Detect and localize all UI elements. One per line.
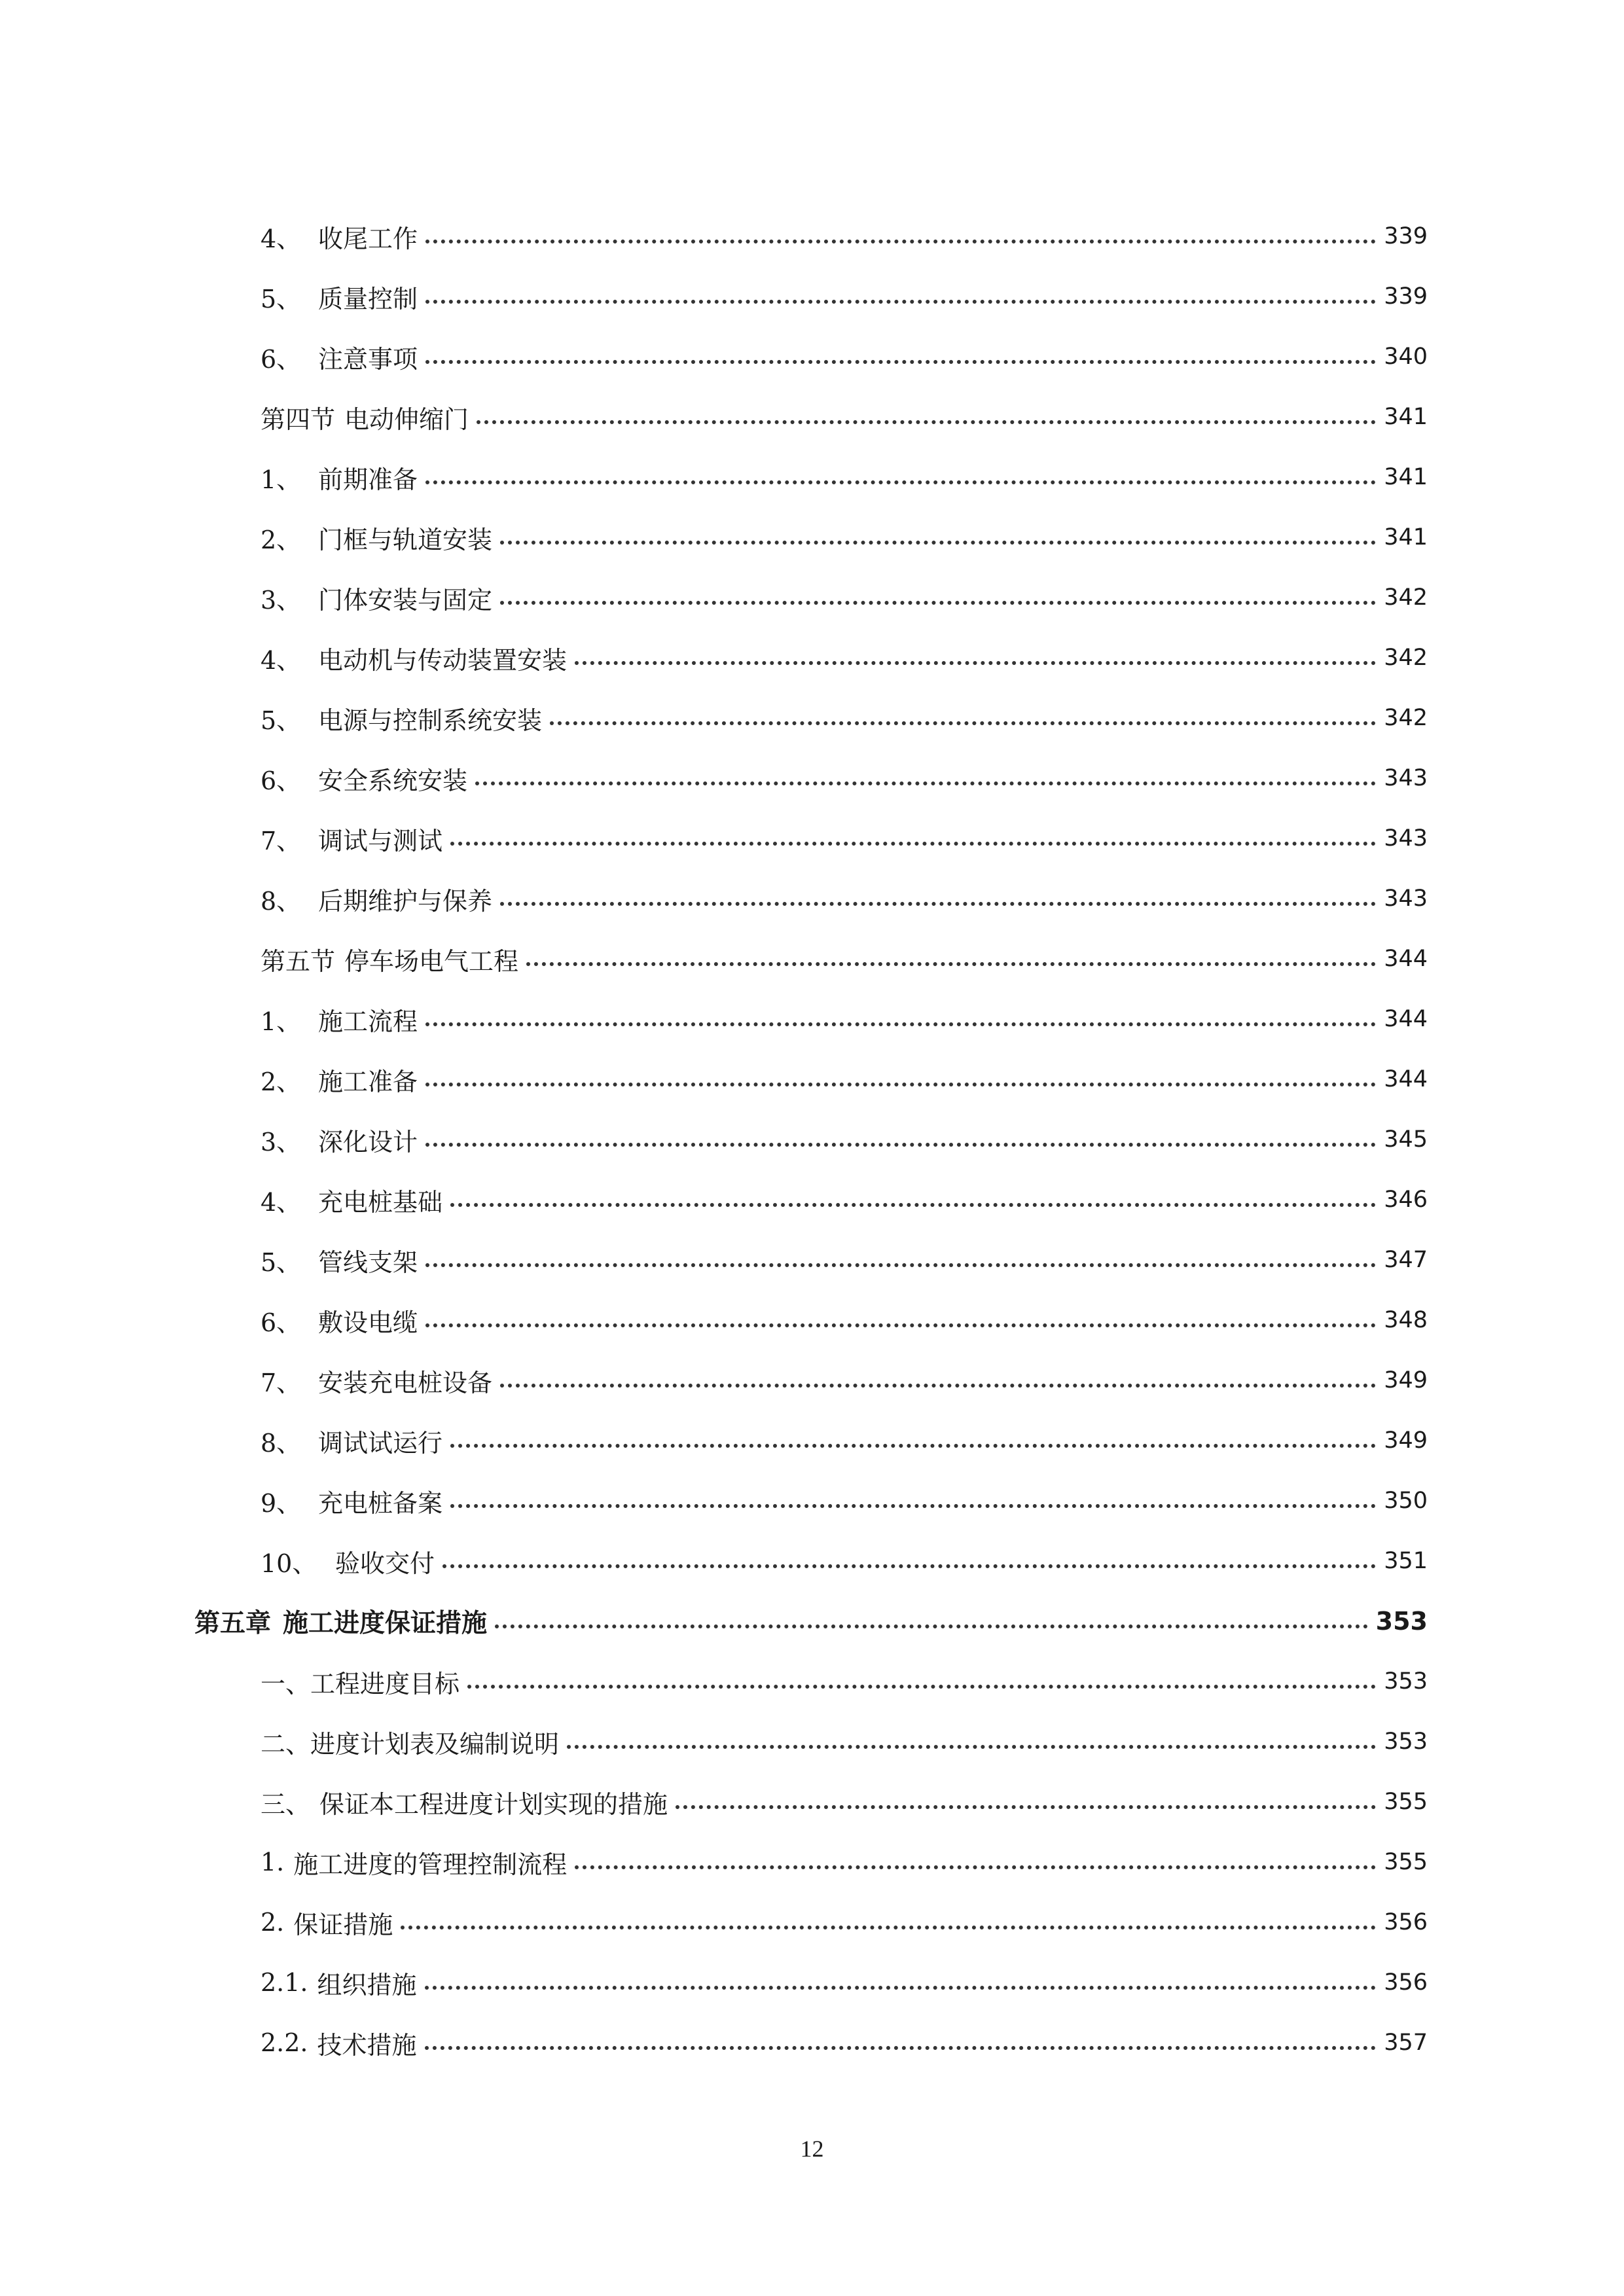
toc-entry[interactable] (0, 688, 1624, 748)
dot-leader (425, 480, 1376, 484)
dot-leader (500, 1384, 1376, 1388)
toc-entry-title: 一、工程进度目标 (261, 1669, 460, 1698)
toc-entry-number: 5、 (261, 706, 302, 735)
toc-entry-title: 组织措施 (317, 1970, 417, 2000)
dot-leader (425, 300, 1376, 304)
toc-entry-number: 三、 (261, 1789, 311, 1819)
toc-entry-page: 346 (1384, 1187, 1428, 1213)
toc-entry-title: 收尾工作 (318, 224, 418, 253)
toc-entry-page: 347 (1384, 1247, 1428, 1273)
toc-entry-page: 349 (1384, 1427, 1428, 1454)
dot-leader (450, 1203, 1376, 1207)
toc-entry-number: 10、 (261, 1549, 317, 1578)
toc-entry-page: 356 (1384, 1969, 1428, 1996)
toc-entry-page: 350 (1384, 1488, 1428, 1514)
toc-entry-number: 5、 (261, 284, 302, 314)
toc-entry[interactable] (0, 1290, 1624, 1350)
toc-entry[interactable] (0, 567, 1624, 628)
toc-entry-page: 343 (1384, 765, 1428, 791)
dot-leader (676, 1805, 1376, 1809)
toc-entry-title: 电动机与传动装置安装 (318, 645, 568, 675)
toc-entry-number: 6、 (261, 344, 302, 374)
toc-entry-number: 8、 (261, 886, 302, 916)
toc-entry-title: 敷设电缆 (318, 1308, 418, 1337)
toc-entry-page: 342 (1384, 584, 1428, 611)
toc-entry[interactable] (0, 1651, 1624, 1712)
toc-entry-page: 353 (1384, 1729, 1428, 1755)
dot-leader (500, 601, 1376, 605)
toc-entry[interactable] (0, 1531, 1624, 1591)
dot-leader (567, 1745, 1376, 1749)
toc-entry-title: 管线支架 (318, 1247, 418, 1277)
toc-entry[interactable] (0, 1892, 1624, 1952)
toc-entry-page: 351 (1384, 1548, 1428, 1574)
dot-leader (575, 1865, 1376, 1869)
toc-entry-title: 电动伸缩门 (344, 404, 469, 434)
toc-entry-page: 357 (1384, 2030, 1428, 2056)
dot-leader (550, 721, 1376, 725)
table-of-contents (0, 206, 1624, 2073)
toc-entry-page: 355 (1384, 1789, 1428, 1815)
toc-entry-page: 348 (1384, 1307, 1428, 1333)
dot-leader (526, 962, 1376, 966)
toc-entry-number: 第五章 (194, 1609, 272, 1638)
page-number: 12 (800, 2136, 824, 2162)
toc-entry-title: 注意事项 (318, 344, 418, 374)
toc-entry-number: 2、 (261, 525, 302, 554)
toc-entry-page: 341 (1384, 524, 1428, 550)
toc-entry-title: 二、进度计划表及编制说明 (261, 1729, 560, 1759)
dot-leader (450, 842, 1376, 846)
toc-entry[interactable] (0, 869, 1624, 929)
toc-entry-title: 施工准备 (318, 1067, 418, 1096)
toc-entry-page: 355 (1384, 1849, 1428, 1875)
dot-leader (477, 420, 1376, 424)
toc-entry-number: 2.1. (261, 1968, 308, 1997)
dot-leader (475, 781, 1376, 785)
toc-entry-number: 第五节 (261, 946, 336, 976)
toc-entry-title: 门体安装与固定 (318, 585, 493, 615)
toc-entry-number: 3、 (261, 1127, 302, 1157)
toc-entry[interactable] (0, 808, 1624, 869)
toc-entry-number: 2.2. (261, 2028, 308, 2057)
dot-leader (401, 1926, 1376, 1929)
dot-leader (425, 1083, 1376, 1086)
toc-entry[interactable] (0, 507, 1624, 567)
toc-entry-title: 充电桩备案 (318, 1488, 443, 1518)
toc-entry[interactable] (0, 1591, 1624, 1651)
dot-leader (467, 1685, 1376, 1689)
toc-entry[interactable] (0, 387, 1624, 447)
toc-entry-number: 5、 (261, 1247, 302, 1277)
dot-leader (450, 1444, 1376, 1448)
toc-entry-page: 353 (1375, 1607, 1428, 1636)
toc-entry[interactable] (0, 266, 1624, 327)
toc-entry-number: 4、 (261, 645, 302, 675)
toc-entry-page: 353 (1384, 1668, 1428, 1695)
toc-entry-page: 343 (1384, 825, 1428, 852)
toc-entry[interactable] (0, 327, 1624, 387)
toc-entry-title: 电源与控制系统安装 (318, 706, 543, 735)
toc-entry-page: 356 (1384, 1909, 1428, 1935)
dot-leader (425, 1263, 1376, 1267)
toc-entry-title: 技术措施 (317, 2030, 417, 2060)
toc-entry-title: 安装充电桩设备 (318, 1368, 493, 1397)
toc-entry-number: 2、 (261, 1067, 302, 1096)
toc-entry-page: 341 (1384, 404, 1428, 430)
toc-entry-page: 343 (1384, 886, 1428, 912)
toc-entry-title: 保证措施 (293, 1910, 393, 1939)
dot-leader (425, 360, 1376, 364)
toc-entry-title: 调试与测试 (318, 826, 443, 855)
toc-entry-number: 1、 (261, 465, 302, 494)
toc-entry-title: 保证本工程进度计划实现的措施 (319, 1789, 668, 1819)
toc-entry-number: 7、 (261, 826, 302, 855)
dot-leader (425, 1022, 1376, 1026)
toc-entry-title: 施工进度的管理控制流程 (293, 1850, 568, 1879)
toc-entry[interactable] (0, 1772, 1624, 1832)
toc-entry-title: 后期维护与保养 (318, 886, 493, 916)
toc-entry[interactable] (0, 1952, 1624, 2013)
toc-entry-page: 339 (1384, 283, 1428, 310)
dot-leader (425, 240, 1376, 243)
toc-entry-title: 施工进度保证措施 (283, 1609, 488, 1638)
toc-entry-number: 8、 (261, 1428, 302, 1458)
toc-entry[interactable] (0, 1230, 1624, 1290)
toc-entry-page: 344 (1384, 1006, 1428, 1032)
toc-entry[interactable] (0, 2013, 1624, 2073)
dot-leader (495, 1624, 1368, 1628)
toc-entry[interactable] (0, 447, 1624, 507)
toc-entry[interactable] (0, 1049, 1624, 1109)
toc-entry-number: 第四节 (261, 404, 336, 434)
toc-entry[interactable] (0, 1109, 1624, 1170)
dot-leader (500, 902, 1376, 906)
toc-entry-number: 6、 (261, 1308, 302, 1337)
toc-entry-title: 质量控制 (318, 284, 418, 314)
toc-entry-page: 344 (1384, 1066, 1428, 1092)
toc-entry-page: 339 (1384, 223, 1428, 249)
toc-entry-title: 施工流程 (318, 1007, 418, 1036)
toc-entry[interactable] (0, 929, 1624, 989)
toc-entry-number: 2. (261, 1908, 285, 1937)
dot-leader (442, 1564, 1376, 1568)
toc-entry[interactable] (0, 1712, 1624, 1772)
toc-entry-page: 349 (1384, 1367, 1428, 1393)
toc-entry-page: 344 (1384, 946, 1428, 972)
dot-leader (575, 661, 1376, 665)
toc-entry-page: 345 (1384, 1126, 1428, 1153)
toc-entry-number: 4、 (261, 1187, 302, 1217)
toc-entry[interactable] (0, 1832, 1624, 1892)
dot-leader (425, 1143, 1376, 1147)
toc-entry[interactable] (0, 1350, 1624, 1410)
toc-entry-number: 9、 (261, 1488, 302, 1518)
toc-entry[interactable] (0, 628, 1624, 688)
toc-entry-title: 停车场电气工程 (344, 946, 519, 976)
toc-entry-number: 7、 (261, 1368, 302, 1397)
toc-entry-title: 前期准备 (318, 465, 418, 494)
toc-entry-number: 4、 (261, 224, 302, 253)
dot-leader (425, 1986, 1377, 1990)
toc-entry-page: 342 (1384, 705, 1428, 731)
toc-entry-page: 341 (1384, 464, 1428, 490)
toc-entry-number: 1. (261, 1848, 285, 1876)
toc-entry[interactable] (0, 1410, 1624, 1471)
dot-leader (425, 2046, 1377, 2050)
toc-entry-title: 门框与轨道安装 (318, 525, 493, 554)
toc-entry-title: 安全系统安装 (318, 766, 468, 795)
toc-entry[interactable] (0, 1170, 1624, 1230)
toc-entry[interactable] (0, 1471, 1624, 1531)
dot-leader (500, 541, 1376, 545)
toc-entry[interactable] (0, 748, 1624, 808)
toc-entry-number: 6、 (261, 766, 302, 795)
toc-entry-number: 3、 (261, 585, 302, 615)
toc-entry-page: 340 (1384, 344, 1428, 370)
toc-entry-title: 深化设计 (318, 1127, 418, 1157)
toc-entry[interactable] (0, 206, 1624, 266)
toc-entry-title: 充电桩基础 (318, 1187, 443, 1217)
toc-entry-page: 342 (1384, 645, 1428, 671)
dot-leader (425, 1323, 1376, 1327)
toc-entry-title: 调试试运行 (318, 1428, 443, 1458)
toc-entry-title: 验收交付 (335, 1549, 435, 1578)
dot-leader (450, 1504, 1376, 1508)
toc-entry[interactable] (0, 989, 1624, 1049)
toc-entry-number: 1、 (261, 1007, 302, 1036)
